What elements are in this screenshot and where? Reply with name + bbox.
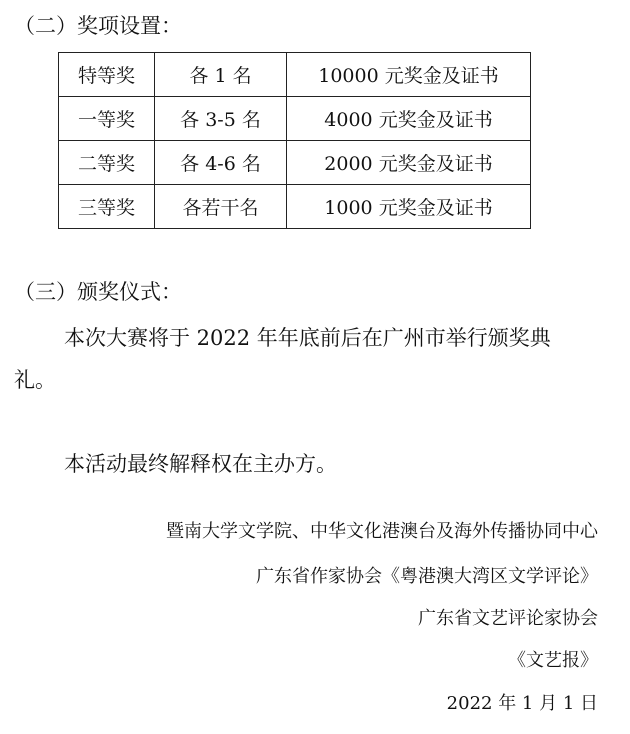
award-rank-cell: 二等奖 — [59, 141, 155, 185]
table-row — [59, 53, 531, 97]
award-reward-cell: 2000 元奖金及证书 — [287, 141, 531, 185]
award-reward-cell: 1000 元奖金及证书 — [287, 185, 531, 229]
signature-organizer-3: 广东省文艺评论家协会 — [418, 608, 598, 629]
interpretation-note: 本活动最终解释权在主办方。 — [64, 452, 337, 476]
signature-organizer-2: 广东省作家协会《粤港澳大湾区文学评论》 — [256, 566, 598, 587]
section-3-heading: （三）颁奖仪式： — [14, 280, 182, 304]
signature-date: 2022 年 1 月 1 日 — [446, 693, 598, 714]
table-row — [59, 97, 531, 141]
section-2-heading: （二）奖项设置： — [14, 14, 182, 38]
award-rank-cell: 一等奖 — [59, 97, 155, 141]
award-count-cell: 各 4-6 名 — [155, 141, 287, 185]
signature-organizer-4: 《文艺报》 — [508, 650, 598, 671]
ceremony-paragraph-line-1: 本次大赛将于 2022 年年底前后在广州市举行颁奖典 — [64, 326, 551, 350]
award-count-cell: 各若干名 — [155, 185, 287, 229]
signature-organizer-1: 暨南大学文学院、中华文化港澳台及海外传播协同中心 — [166, 521, 598, 542]
table-row — [59, 141, 531, 185]
award-count-cell: 各 1 名 — [155, 53, 287, 97]
award-count-cell: 各 3-5 名 — [155, 97, 287, 141]
ceremony-paragraph-line-2: 礼。 — [14, 368, 56, 392]
award-rank-cell: 特等奖 — [59, 53, 155, 97]
award-reward-cell: 4000 元奖金及证书 — [287, 97, 531, 141]
award-rank-cell: 三等奖 — [59, 185, 155, 229]
table-row — [59, 185, 531, 229]
award-reward-cell: 10000 元奖金及证书 — [287, 53, 531, 97]
awards-table — [58, 52, 531, 229]
